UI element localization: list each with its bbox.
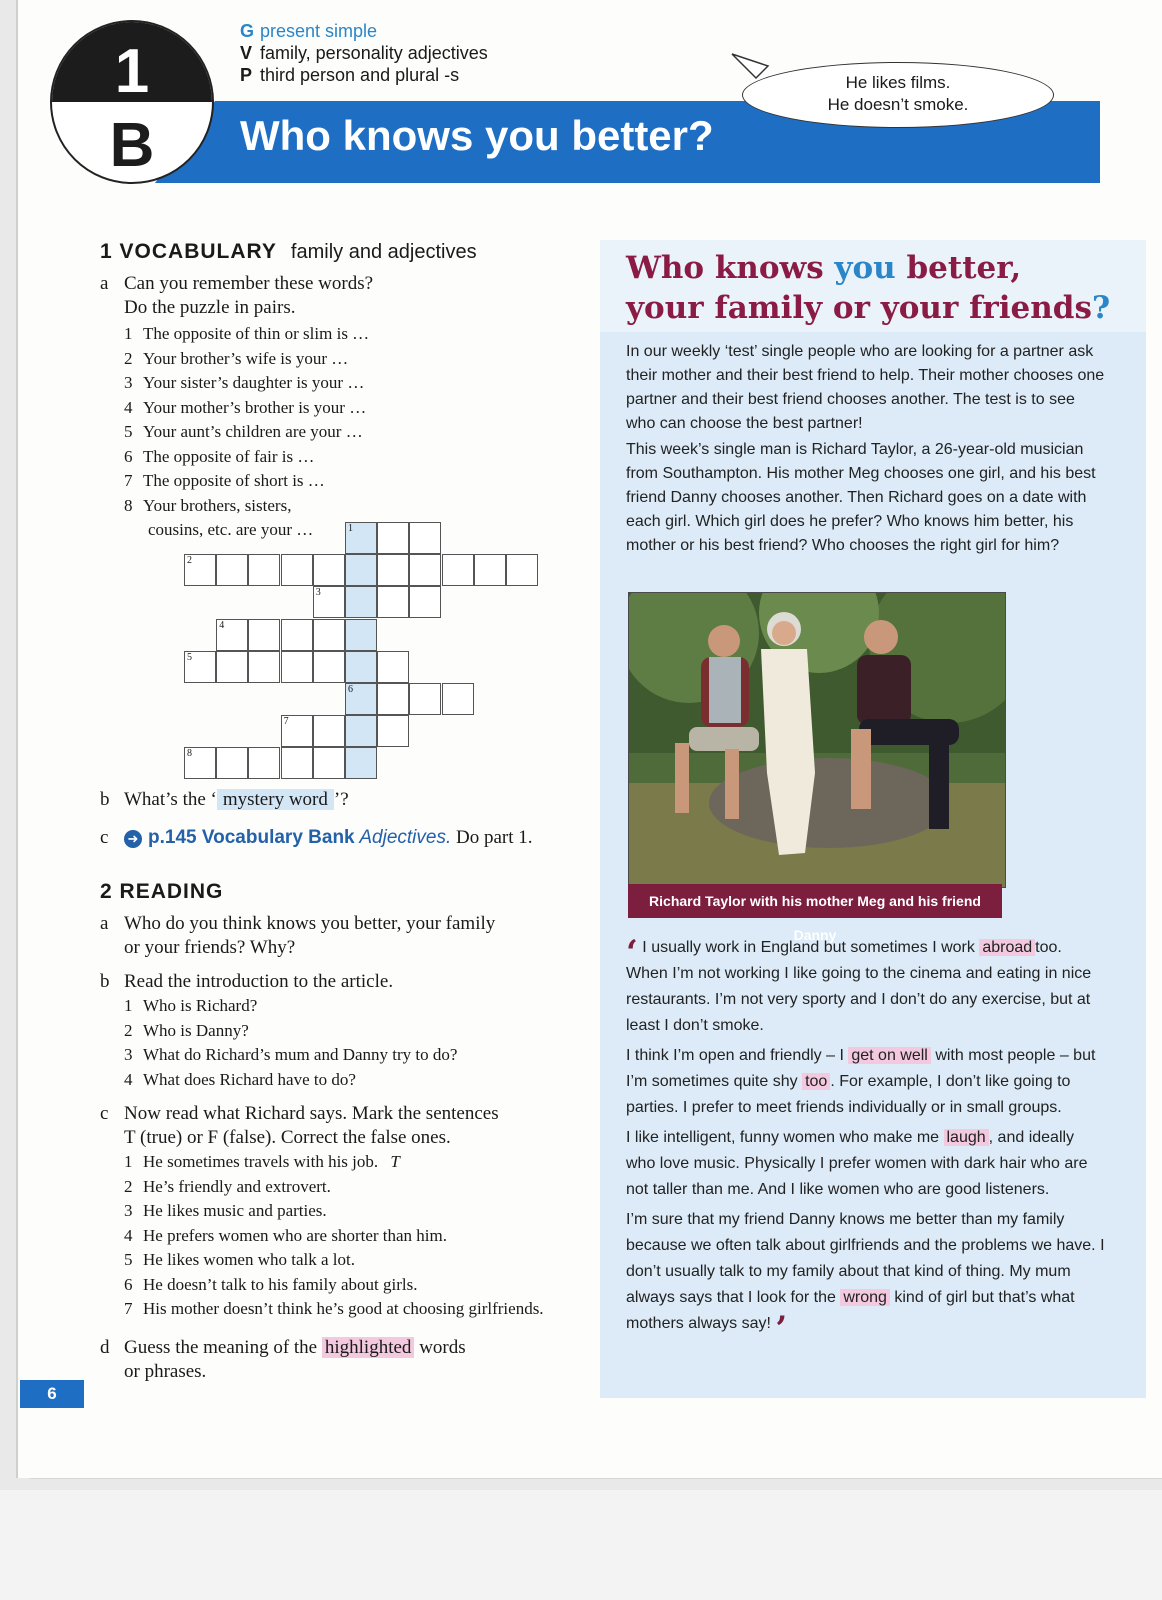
speech-bubble: He likes films. He doesn’t smoke.: [742, 62, 1054, 128]
reading-task-b: b Read the introduction to the article.: [100, 971, 394, 992]
crossword-cell: [377, 683, 409, 715]
quote-paragraph: I’m sure that my friend Danny knows me better than my family because we often talk about girlfriends and the problems we have. I don’t usually talk to my family about that kind of thing. My mum always says that I look for the wrong kind of girl but that’s what mothers always say! ’: [626, 1211, 1105, 1349]
crossword-cell: 1: [345, 522, 377, 554]
clue-item: 7 The opposite of short is …: [124, 471, 325, 490]
vocabulary-heading: 1 VOCABULARY family and adjectives: [100, 240, 477, 263]
vocab-task-c: c ➜ p.145 Vocabulary Bank Adjectives. Do part 1.: [100, 827, 533, 848]
clue-item: 5 Your aunt’s children are your …: [124, 422, 363, 441]
crossword-cell: [216, 747, 248, 779]
crossword-cell: [345, 715, 377, 747]
crossword-cell: [313, 554, 345, 586]
crossword-cell: 5: [184, 651, 216, 683]
reading-task-a: a Who do you think knows you better, your family or your friends? Why?: [100, 913, 496, 958]
clue-item: 1 The opposite of thin or slim is …: [124, 324, 370, 343]
crossword-cell: 8: [184, 747, 216, 779]
vocab-task-a: a Can you remember these words? Do the puzzle in pairs.: [100, 273, 374, 318]
unit-badge: [50, 20, 214, 184]
crossword-cell: [248, 747, 280, 779]
crossword-cell: [281, 747, 313, 779]
grammar-focus-list: [240, 20, 488, 86]
unit-letter: B: [109, 111, 155, 180]
clue-item: 4 Your mother’s brother is your …: [124, 397, 367, 417]
crossword-cell: [345, 586, 377, 618]
quote-paragraph: ‘ I usually work in England but sometimes I work abroad too. When I’m not working I like going to the cinema and eating in nice restaurants. I’m not very sporty and I don’t do any exercise, but at least I don’t smoke.: [626, 933, 1092, 1034]
list-item: 2 Who is Danny?: [124, 1020, 249, 1040]
clue-item: 8 Your brothers, sisters,: [124, 495, 292, 515]
list-item: 5 He likes women who talk a lot.: [124, 1250, 355, 1269]
list-item: 1 He sometimes travels with his job. T: [124, 1152, 400, 1171]
true-false-list: [100, 1150, 600, 1322]
crossword-cell: [377, 715, 409, 747]
crossword-cell: [377, 522, 409, 554]
crossword-cell: [313, 747, 345, 779]
mystery-word-highlight: mystery word: [217, 789, 334, 810]
intro-paragraph: This week’s single man is Richard Taylor, a 26-year-old musician from Southampton. His mother Meg chooses one girl, and his best friend Danny chooses another. Then Richard goes on a date with each girl. Which girl does he prefer? Who knows him better, his mother or his best friend? Who chooses the right girl for him?: [626, 441, 1096, 554]
quote-paragraph: I like intelligent, funny women who make me laugh , and ideally who love music. Physically I prefer women with dark hair who are not taller than me. And I like women who are good listeners.: [626, 1129, 1088, 1198]
crossword-cell: [313, 651, 345, 683]
crossword-cell: [248, 554, 280, 586]
article-title: Who knows you better, your family or your friends?: [626, 250, 1111, 326]
arrow-right-icon: ➜: [124, 830, 142, 848]
crossword-cell: [345, 619, 377, 651]
crossword-cell: [345, 651, 377, 683]
crossword-cell: [377, 554, 409, 586]
page-edge: [30, 1478, 1162, 1489]
article-photo: [628, 592, 1006, 888]
crossword-cell: [281, 651, 313, 683]
reading-heading: 2 READING: [100, 880, 224, 903]
clue-item: 6 The opposite of fair is …: [124, 446, 315, 466]
exercises-column: [100, 240, 590, 543]
grammar-focus-item: G present simple: [240, 21, 378, 41]
page-number: 6: [20, 1380, 84, 1408]
crossword-cell: [409, 554, 441, 586]
crossword-cell: [442, 683, 474, 715]
crossword-cell: [377, 651, 409, 683]
clue-item-continued: cousins, etc. are your …: [148, 520, 314, 539]
crossword-cell: [216, 651, 248, 683]
reading-task-c: c Now read what Richard says. Mark the sentences T (true) or F (false). Correct the false ones.: [100, 1103, 499, 1148]
crossword-cell: [281, 619, 313, 651]
intro-paragraph: In our weekly ‘test’ single people who are looking for a partner ask their mother and their best friend to help. Their mother chooses one partner and their best friend chooses another. The test is to see who can choose the best partner!: [626, 343, 1105, 432]
crossword-cell: 4: [216, 619, 248, 651]
clue-item: 3 Your sister’s daughter is your …: [124, 373, 365, 392]
page-title: Who knows you better?: [240, 112, 714, 159]
crossword-cell: 3: [313, 586, 345, 618]
grammar-focus-item: V family, personality adjectives: [240, 43, 488, 63]
list-item: 4 He prefers women who are shorter than him.: [124, 1225, 448, 1245]
photo-illustration: [629, 593, 1005, 887]
list-item: 6 He doesn’t talk to his family about girls.: [124, 1274, 418, 1294]
crossword-cell: [442, 554, 474, 586]
list-item: 1 Who is Richard?: [124, 996, 258, 1015]
crossword-cell: [313, 715, 345, 747]
crossword-cell: [409, 586, 441, 618]
crossword-cell: [506, 554, 538, 586]
crossword-cell: 6: [345, 683, 377, 715]
crossword-cell: [216, 554, 248, 586]
list-item: 2 He’s friendly and extrovert.: [124, 1176, 331, 1196]
crossword-cell: [409, 522, 441, 554]
crossword-cell: 7: [281, 715, 313, 747]
crossword-cell: [248, 619, 280, 651]
clue-item: 2 Your brother’s wife is your …: [124, 348, 349, 368]
reading-b-list: [100, 994, 600, 1092]
crossword-cell: [313, 619, 345, 651]
photo-caption: Richard Taylor with his mother Meg and his friend Danny: [628, 884, 1002, 918]
vocab-tasks-bc: [100, 788, 590, 850]
vocabulary-bank-link[interactable]: p.145 Vocabulary Bank: [148, 827, 355, 848]
crossword-cell: 2: [184, 554, 216, 586]
grammar-focus-item: P third person and plural -s: [240, 65, 460, 85]
crossword-cell: [345, 747, 377, 779]
unit-number: 1: [114, 37, 150, 106]
crossword-cell: [409, 683, 441, 715]
list-item: 3 He likes music and parties.: [124, 1201, 327, 1220]
quote-paragraph: I think I’m open and friendly – I get on well with most people – but I’m sometimes quite shy too . For example, I don’t like going to parties. I prefer to meet friends individually or in small groups.: [626, 1047, 1096, 1116]
crossword-cell: [281, 554, 313, 586]
clue-list: [100, 322, 590, 543]
crossword-cell: [345, 554, 377, 586]
crossword-cell: [377, 586, 409, 618]
list-item: 4 What does Richard have to do?: [124, 1069, 356, 1089]
richard-quote: [626, 933, 1106, 1349]
reading-section: [100, 880, 600, 1384]
scanner-background: [0, 1490, 1162, 1600]
article-intro: [626, 340, 1106, 560]
crossword-cell: [474, 554, 506, 586]
list-item: 3 What do Richard’s mum and Danny try to do?: [124, 1045, 458, 1064]
vocab-task-b: b What’s the ‘ mystery word ’?: [100, 789, 349, 810]
crossword-cell: [248, 651, 280, 683]
list-item: 7 His mother doesn’t think he’s good at choosing girlfriends.: [124, 1299, 544, 1318]
reading-task-d: d Guess the meaning of the highlighted words or phrases.: [100, 1336, 466, 1382]
